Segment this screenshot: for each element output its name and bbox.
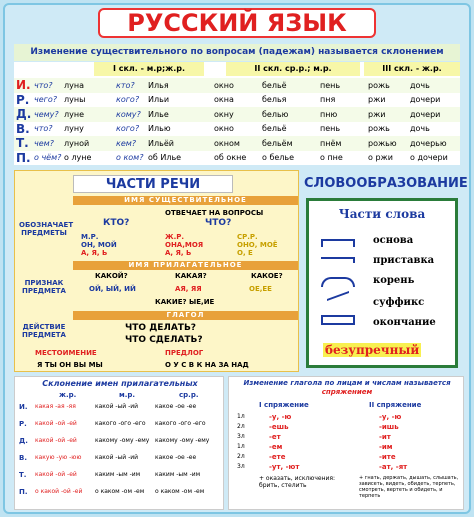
page-title: РУССКИЙ ЯЗЫК <box>98 8 376 38</box>
parts-title: ЧАСТИ РЕЧИ <box>73 175 233 193</box>
adj-neut-form: какое -ое -ее <box>155 454 197 461</box>
declension-row <box>14 122 460 137</box>
verb-band: ГЛАГОЛ <box>73 311 298 320</box>
conj-i-rule: + оказать, исключения: брить, стелить <box>259 475 336 489</box>
example-word: безупречный <box>325 343 420 357</box>
base-mark <box>321 239 355 247</box>
case-letter: П. <box>16 150 31 165</box>
noun-q2: ОТВЕЧАЕТ НА ВОПРОСЫ <box>165 209 264 217</box>
case-question: чего? <box>34 95 57 105</box>
noun-q1: КТО? <box>103 218 130 228</box>
verb-person: 1л <box>237 443 245 450</box>
verb-person: 3л <box>237 463 245 470</box>
case-word: пня <box>320 95 336 105</box>
adj-q1: КАКОЙ? <box>95 272 128 280</box>
pron-list: Я ТЫ ОН ВЫ МЫ <box>37 361 103 369</box>
adj-col-masc: м.р. <box>119 391 136 399</box>
case-question: о чём? <box>34 153 62 163</box>
adj-pl: КАКИЕ? ЫЕ,ИЕ <box>155 298 215 306</box>
verb-conjugation-panel <box>228 376 464 510</box>
verb-person: 2л <box>237 423 245 430</box>
case-word: окном <box>214 138 240 148</box>
verb-q2: ЧТО СДЕЛАТЬ? <box>125 335 203 345</box>
case-question: чему? <box>34 109 59 119</box>
adj-e1: ОЙ, ЫЙ, ИЙ <box>89 285 136 293</box>
conj-ii-ending: -ите <box>379 453 396 461</box>
case-word: Ильи <box>148 95 170 105</box>
verb-person: 2л <box>237 453 245 460</box>
adj-masc-form: какой -ый -ий <box>95 403 139 410</box>
declension-table <box>14 62 460 165</box>
adj-masc-form: какого -ого -его <box>95 420 146 427</box>
root-mark <box>321 277 355 287</box>
case-word: пень <box>320 124 341 134</box>
case-word: дочери <box>410 95 441 105</box>
adj-neut-form: какого -ого -его <box>155 420 206 427</box>
case-word: рожь <box>368 80 390 90</box>
case-question: кому? <box>116 109 141 119</box>
adj-case-letter: Т. <box>19 471 27 479</box>
declension-header: Изменение существительного по вопросам (падежам) называется склонением <box>14 44 460 61</box>
verb-side: ДЕЙСТВИЕ ПРЕДМЕТА <box>22 323 66 339</box>
case-word: ржи <box>368 109 386 119</box>
adjective-declension-panel <box>14 376 224 510</box>
case-word: об окне <box>214 153 247 163</box>
case-word: белья <box>262 95 287 105</box>
verb-q1: ЧТО ДЕЛАТЬ? <box>125 323 197 333</box>
adj-band: ИМЯ ПРИЛАГАТЕЛЬНОЕ <box>73 261 298 270</box>
adj-fem-form: о какой -ой -ей <box>35 488 83 495</box>
case-word: окна <box>214 95 234 105</box>
case-word: Илья <box>148 80 169 90</box>
case-word: луне <box>64 109 84 119</box>
case-word: пень <box>320 80 341 90</box>
case-word: дочь <box>410 80 430 90</box>
case-letter: Д. <box>16 107 32 122</box>
case-word: о дочери <box>410 153 448 163</box>
case-question: что? <box>34 124 53 134</box>
case-word: пню <box>320 109 338 119</box>
part-ending: окончание <box>373 317 436 328</box>
case-question: кто? <box>116 80 135 90</box>
case-word: пнём <box>320 138 342 148</box>
adj-fem-form: какую -ую -юю <box>35 454 82 461</box>
case-word: о ржи <box>368 153 393 163</box>
adj-e3: ОЕ,ЕЕ <box>249 285 272 293</box>
adj-e2: АЯ, ЯЯ <box>175 285 202 293</box>
word-parts-head: Части слова <box>338 207 426 221</box>
conj-ii-ending: -им <box>379 443 393 451</box>
case-word: окно <box>214 80 234 90</box>
case-word: дочери <box>410 109 441 119</box>
case-word: об Илье <box>148 153 182 163</box>
case-word: белью <box>262 109 289 119</box>
word-formation-panel <box>304 170 468 372</box>
word-formation-title: СЛОВООБРАЗОВАНИЕ <box>304 176 468 191</box>
ending-mark <box>321 315 355 325</box>
case-word: окно <box>214 124 234 134</box>
case-word: Ильёй <box>148 138 174 148</box>
conj-ii-ending: -у, -ю <box>379 413 402 421</box>
adj-masc-form: о каком -ом -ем <box>95 488 145 495</box>
case-letter: Р. <box>16 92 30 107</box>
case-word: бельё <box>262 80 287 90</box>
adj-neut-form: каким -ым -им <box>155 471 201 478</box>
case-word: окну <box>214 109 234 119</box>
case-question: о ком? <box>116 153 144 163</box>
declension-row <box>14 136 460 151</box>
conj-ii-ending: -ишь <box>379 423 399 431</box>
part-suffix: суффикс <box>373 297 425 308</box>
parts-of-speech-panel <box>14 170 299 372</box>
noun-g2b: ОНА,МОЯ <box>165 241 204 249</box>
conj-i-ending: -ешь <box>269 423 289 431</box>
adj-masc-form: какому -ому -ему <box>95 437 150 444</box>
case-question: чем? <box>34 138 54 148</box>
case-word: о луне <box>64 153 92 163</box>
adj-q2: КАКАЯ? <box>175 272 207 280</box>
case-question: кого? <box>116 95 140 105</box>
case-word: рожь <box>368 124 390 134</box>
adj-decl-title: Склонение имен прилагательных <box>42 379 198 388</box>
adj-case-letter: Р. <box>19 420 27 428</box>
adj-masc-form: каким -ым -им <box>95 471 141 478</box>
adj-fem-form: какой -ой -ей <box>35 471 77 478</box>
noun-g3c: О, Е <box>237 249 253 257</box>
part-osnova: основа <box>373 235 414 246</box>
declension-row <box>14 78 460 93</box>
case-word: о белье <box>262 153 295 163</box>
adj-case-letter: И. <box>19 403 28 411</box>
conj-ii-ending: -ит <box>379 433 391 441</box>
conj-i-ending: -у, -ю <box>269 413 292 421</box>
case-word: Илье <box>148 109 169 119</box>
case-word: бельём <box>262 138 293 148</box>
case-question: кем? <box>116 138 137 148</box>
conj-i-ending: -ут, -ют <box>269 463 300 471</box>
verb-conj-title <box>229 379 465 397</box>
case-word: Илью <box>148 124 171 134</box>
case-word: луны <box>64 95 86 105</box>
col-first-decl: I скл. - м.р;ж.р. <box>94 62 204 76</box>
noun-g2c: А, Я, Ь <box>165 249 192 257</box>
case-word: рожью <box>368 138 397 148</box>
adj-masc-form: какой -ый -ий <box>95 454 139 461</box>
case-question: кого? <box>116 124 140 134</box>
noun-q3: ЧТО? <box>205 218 232 228</box>
conj-i-ending: -ем <box>269 443 283 451</box>
part-prefix: приставка <box>373 255 435 266</box>
conj-ii-ending: -ат, -ят <box>379 463 408 471</box>
noun-g3: СР.Р. <box>237 233 258 241</box>
noun-band: ИМЯ СУЩЕСТВИТЕЛЬНОЕ <box>73 196 298 205</box>
pron-label: МЕСТОИМЕНИЕ <box>35 349 97 357</box>
conj-ii-label: II спряжение <box>369 401 422 409</box>
prep-label: ПРЕДЛОГ <box>165 349 204 357</box>
verb-conj-title-red: спряжением <box>321 388 373 396</box>
adj-fem-form: какой -ой -ей <box>35 437 77 444</box>
case-question: что? <box>34 80 53 90</box>
prefix-mark <box>321 257 355 263</box>
adj-col-neut: ср.р. <box>179 391 199 399</box>
conj-i-ending: -ете <box>269 453 286 461</box>
case-word: бельё <box>262 124 287 134</box>
col-second-decl: II скл. ср.р.; м.р. <box>226 62 360 76</box>
declension-row <box>14 107 460 122</box>
part-root: корень <box>373 275 415 286</box>
noun-g1c: А, Я, Ь <box>81 249 108 257</box>
adj-case-letter: Д. <box>19 437 28 445</box>
verb-conj-title-text: Изменение глагола по лицам и числам называется <box>243 379 451 387</box>
adj-side: ПРИЗНАК ПРЕДМЕТА <box>22 279 66 295</box>
noun-g2: Ж.Р. <box>165 233 185 241</box>
noun-g3b: ОНО, МОЁ <box>237 241 278 249</box>
adj-neut-form: какое -ое -ее <box>155 403 197 410</box>
verb-person: 3л <box>237 433 245 440</box>
case-word: ржи <box>368 95 386 105</box>
adj-q3: КАКОЕ? <box>251 272 283 280</box>
noun-g1b: ОН, МОЙ <box>81 241 117 249</box>
case-word: луна <box>64 80 84 90</box>
case-word: луну <box>64 124 84 134</box>
col-third-decl: III скл. - ж.р. <box>364 62 460 76</box>
declension-row <box>14 93 460 108</box>
noun-side: ОБОЗНАЧАЕТ ПРЕДМЕТЫ <box>19 221 74 237</box>
case-word: о пне <box>320 153 343 163</box>
adj-col-fem: ж.р. <box>59 391 77 399</box>
case-word: дочерью <box>410 138 447 148</box>
verb-person: 1л <box>237 413 245 420</box>
conj-ii-rule: + гнать, держать, дышать, слышать, зависеть, видеть, обидеть, терпеть, смотреть, вертеть и обидеть, и терпеть <box>359 475 459 499</box>
case-letter: И. <box>16 78 31 93</box>
case-letter: В. <box>16 121 30 136</box>
suffix-mark <box>327 291 349 311</box>
word-parts-panel <box>306 198 458 368</box>
adj-case-letter: П. <box>19 488 28 496</box>
case-letter: Т. <box>16 136 29 151</box>
case-word: дочь <box>410 124 430 134</box>
adj-neut-form: о каком -ом -ем <box>155 488 205 495</box>
case-word: луной <box>64 138 90 148</box>
adj-fem-form: какой -ой -ей <box>35 420 77 427</box>
noun-g1: М.Р. <box>81 233 99 241</box>
conj-i-label: I спряжение <box>259 401 309 409</box>
adj-neut-form: какому -ому -ему <box>155 437 210 444</box>
adj-case-letter: В. <box>19 454 27 462</box>
declension-row <box>14 151 460 166</box>
adj-fem-form: какая -ая -яя <box>35 403 76 410</box>
conj-i-ending: -ет <box>269 433 281 441</box>
prep-list: О У С В К НА ЗА НАД <box>165 361 249 369</box>
